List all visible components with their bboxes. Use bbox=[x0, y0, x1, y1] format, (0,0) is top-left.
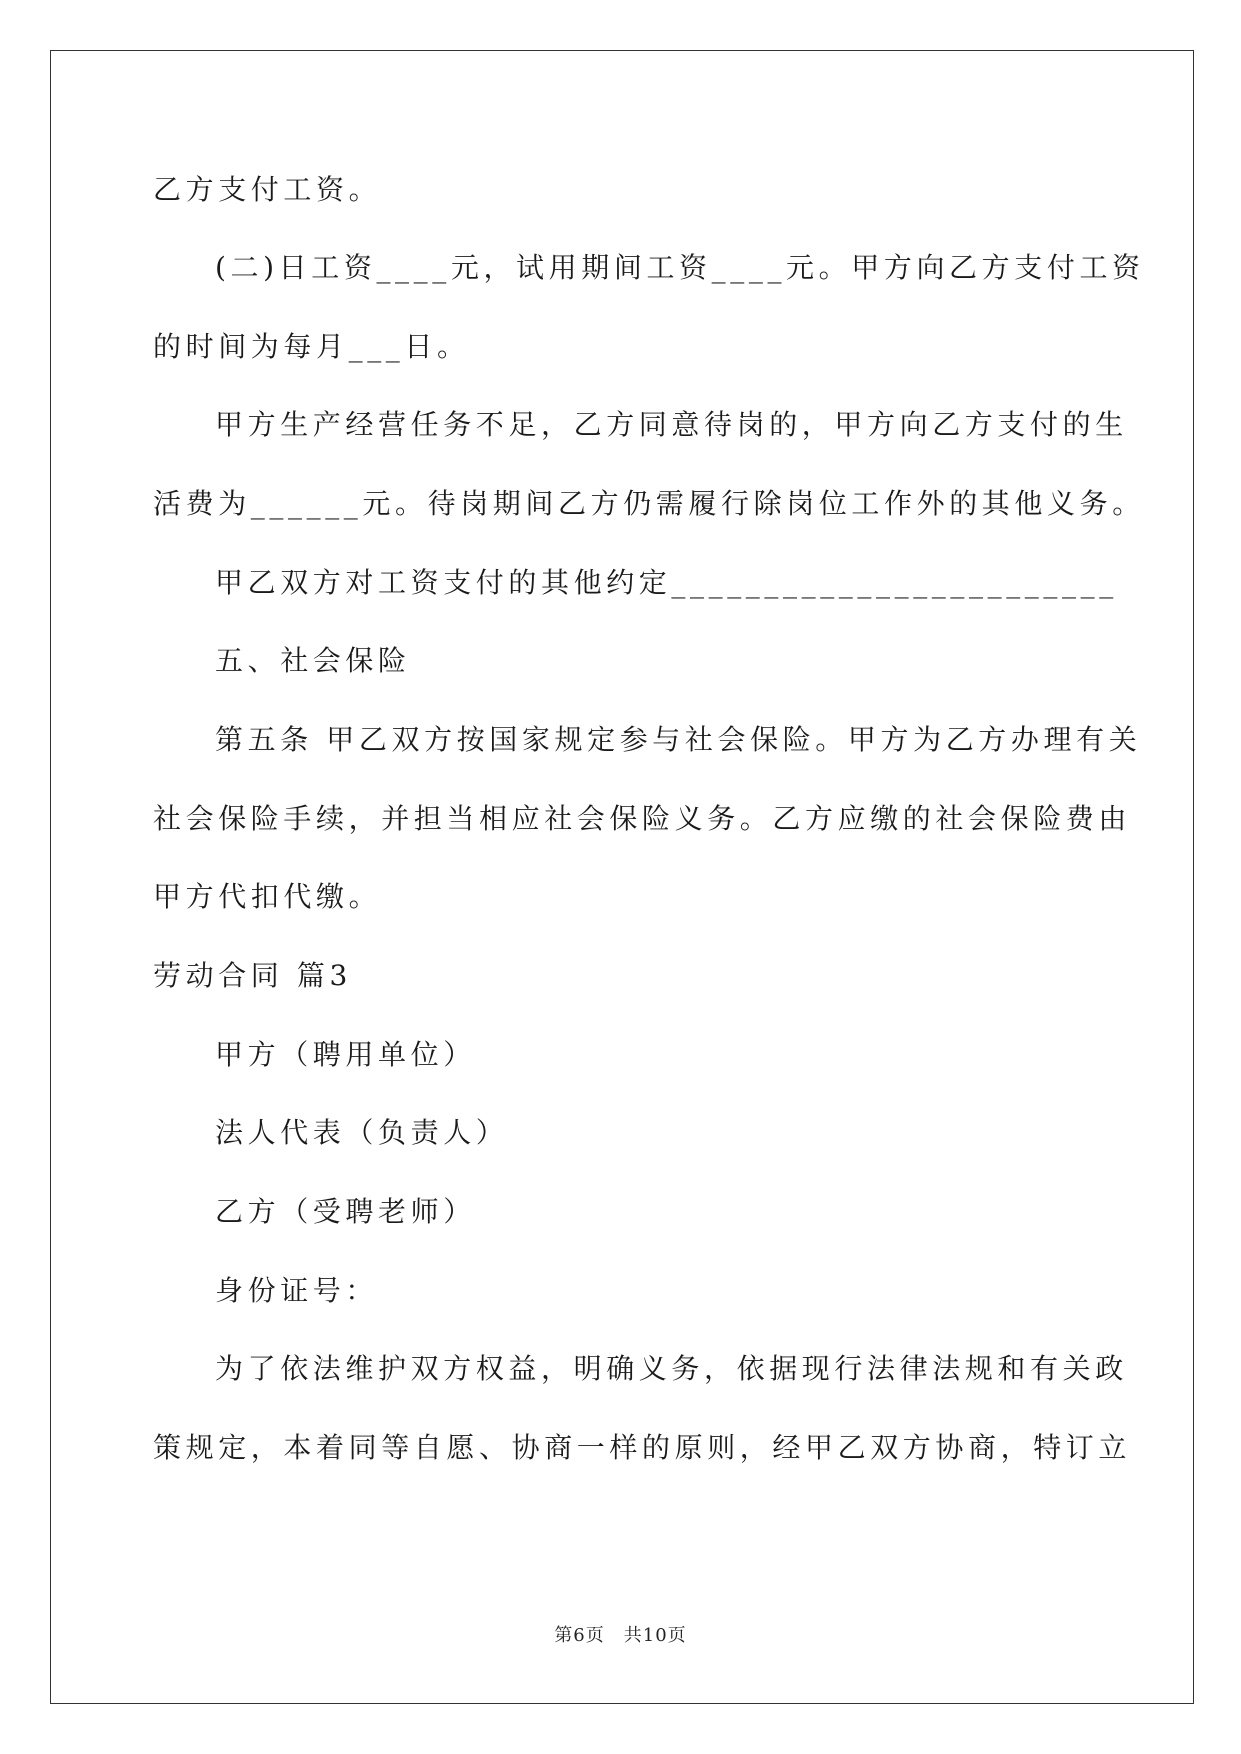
paragraph-line: 的时间为每月___日。 bbox=[153, 330, 470, 363]
paragraph-line: 为了依法维护双方权益，明确义务，依据现行法律法规和有关政 bbox=[215, 1352, 1128, 1385]
paragraph-line: 第五条 甲乙双方按国家规定参与社会保险。甲方为乙方办理有关 bbox=[215, 723, 1142, 756]
paragraph-line: 身份证号： bbox=[215, 1274, 379, 1307]
paragraph-line: 社会保险手续，并担当相应社会保险义务。乙方应缴的社会保险费由 bbox=[153, 802, 1132, 835]
paragraph-line: 乙方（受聘老师） bbox=[215, 1195, 476, 1228]
section-title: 劳动合同 篇3 bbox=[153, 959, 352, 992]
paragraph-line: 甲方生产经营任务不足，乙方同意待岗的，甲方向乙方支付的生 bbox=[215, 408, 1128, 441]
paragraph-line: 策规定，本着同等自愿、协商一样的原则，经甲乙双方协商，特订立 bbox=[153, 1431, 1132, 1464]
paragraph-line: 乙方支付工资。 bbox=[153, 173, 382, 206]
paragraph-line: 甲方（聘用单位） bbox=[215, 1038, 476, 1071]
paragraph-line: (二)日工资____元，试用期间工资____元。甲方向乙方支付工资 bbox=[215, 251, 1145, 284]
paragraph-line: 甲方代扣代缴。 bbox=[153, 880, 382, 913]
section-heading: 五、社会保险 bbox=[215, 644, 411, 677]
page-number: 第6页 共10页 bbox=[554, 1625, 687, 1646]
paragraph-line: 甲乙双方对工资支付的其他约定________________________ bbox=[215, 566, 1118, 599]
paragraph-line: 法人代表（负责人） bbox=[215, 1116, 509, 1149]
paragraph-line: 活费为______元。待岗期间乙方仍需履行除岗位工作外的其他义务。 bbox=[153, 487, 1145, 520]
